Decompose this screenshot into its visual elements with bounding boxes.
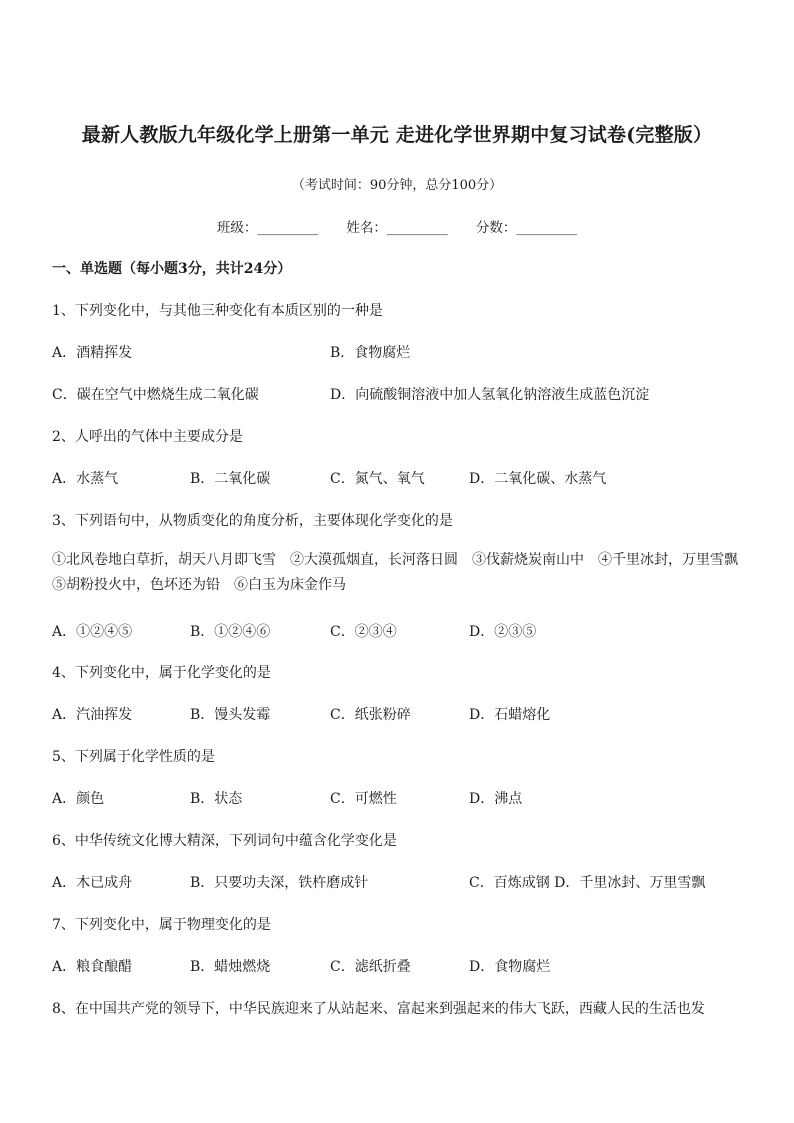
student-info-row bbox=[0, 216, 794, 236]
exam-subtitle: （考试时间：90分钟，总分100分） bbox=[291, 178, 503, 193]
option-a: A．颜色 bbox=[52, 791, 105, 807]
question-stem: 5、下列属于化学性质的是 bbox=[52, 749, 215, 765]
score-field: 分数：_________ bbox=[475, 220, 578, 236]
option-a: A．汽油挥发 bbox=[52, 707, 133, 723]
option-d: D．向硫酸铜溶液中加人氢氧化钠溶液生成蓝色沉淀 bbox=[330, 387, 650, 403]
option-c: C．可燃性 bbox=[330, 791, 397, 807]
option-c-d: C．百炼成钢 D．千里冰封、万里雪飘 bbox=[469, 875, 706, 891]
option-c: C．滤纸折叠 bbox=[330, 959, 411, 975]
question-stem: 6、中华传统文化博大精深，下列词句中蕴含化学变化是 bbox=[52, 833, 397, 849]
option-b: B．二氧化碳 bbox=[190, 471, 271, 487]
question-stem: 3、下列语句中，从物质变化的角度分析，主要体现化学变化的是 bbox=[52, 513, 453, 529]
name-field: 姓名：_________ bbox=[346, 220, 448, 236]
option-c: C．纸张粉碎 bbox=[330, 707, 411, 723]
question-stem: 8、在中国共产党的领导下，中华民族迎来了从站起来、富起来到强起来的伟大飞跃，西藏人民的生活也发 bbox=[52, 1001, 705, 1017]
option-c: C．②③④ bbox=[330, 624, 397, 640]
question-passage: ①北风卷地白草折，胡天八月即飞雪 ②大漠孤烟直，长河落日圆 ③伐薪烧炭南山中 ④千里冰封，万里雪飘 ⑤胡粉投火中，色坏还为铅 ⑥白玉为床金作马 bbox=[52, 552, 752, 593]
question-stem: 4、下列变化中，属于化学变化的是 bbox=[52, 665, 271, 681]
option-b: B．馒头发霉 bbox=[190, 707, 271, 723]
option-a: A．木已成舟 bbox=[52, 875, 133, 891]
option-d: D．沸点 bbox=[469, 791, 523, 807]
option-a: A．粮食酿醋 bbox=[52, 959, 133, 975]
option-b: B．状态 bbox=[190, 791, 243, 807]
option-c: C．氮气、氧气 bbox=[330, 471, 425, 487]
class-field: 班级：_________ bbox=[216, 220, 319, 236]
option-d: D．石蜡熔化 bbox=[469, 707, 551, 723]
question-stem: 2、人呼出的气体中主要成分是 bbox=[52, 429, 243, 445]
section-heading: 一、单选题（每小题3分，共计24分） bbox=[52, 261, 292, 277]
option-b: B．①②④⑥ bbox=[190, 624, 271, 640]
question-stem: 1、下列变化中，与其他三种变化有本质区别的一种是 bbox=[52, 303, 383, 319]
option-d: D．②③⑤ bbox=[469, 624, 537, 640]
option-a: A．酒精挥发 bbox=[52, 345, 133, 361]
exam-title: 最新人教版九年级化学上册第一单元 走进化学世界期中复习试卷(完整版） bbox=[81, 124, 713, 146]
option-d: D．食物腐烂 bbox=[469, 959, 551, 975]
option-c: C．碳在空气中燃烧生成二氧化碳 bbox=[52, 387, 259, 403]
option-b: B．食物腐烂 bbox=[330, 345, 411, 361]
option-a: A．①②④⑤ bbox=[52, 624, 133, 640]
question-stem: 7、下列变化中，属于物理变化的是 bbox=[52, 917, 271, 933]
option-a: A．水蒸气 bbox=[52, 471, 119, 487]
option-d: D．二氧化碳、水蒸气 bbox=[469, 471, 607, 487]
option-b: B．蜡烛燃烧 bbox=[190, 959, 271, 975]
option-b: B．只要功夫深，铁杵磨成针 bbox=[190, 875, 369, 891]
